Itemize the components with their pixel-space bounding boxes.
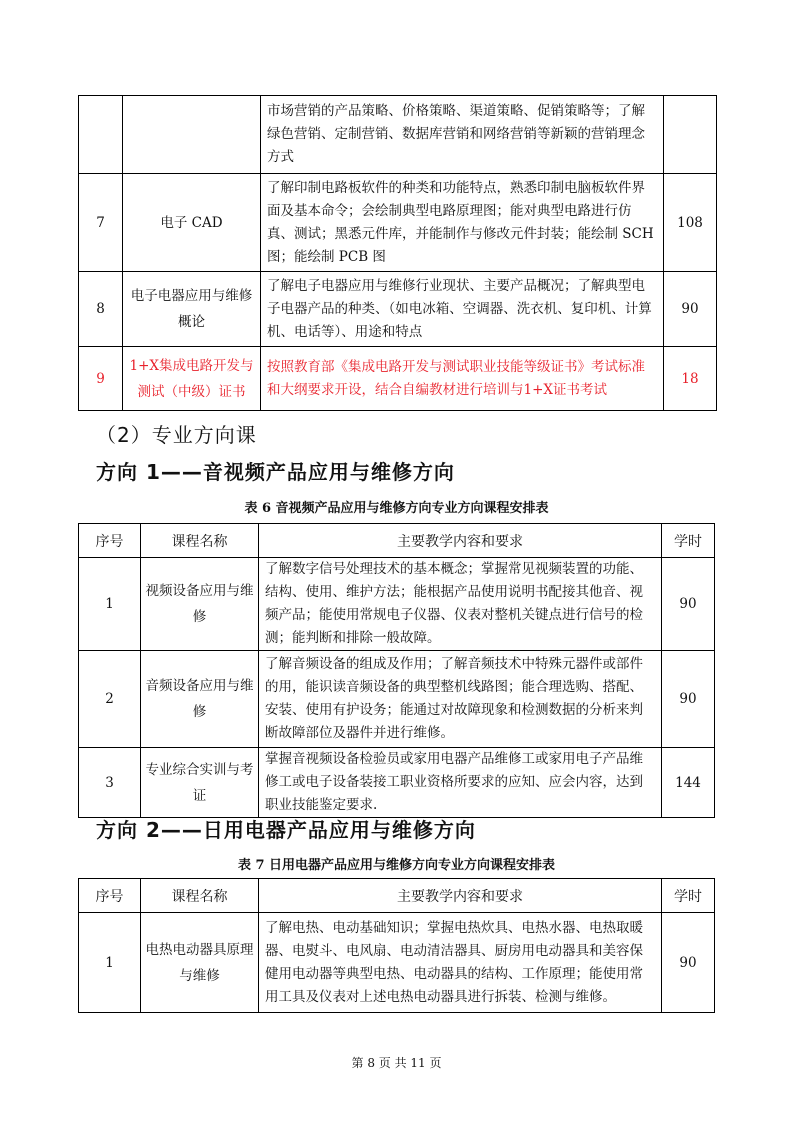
table-row xyxy=(79,347,717,411)
header-course-name: 课程名称 xyxy=(141,524,259,558)
course-content: 市场营销的产品策略、价格策略、渠道策略、促销策略等；了解绿色营销、定制营销、数据库营销和网络营销等新颖的营销理念方式 xyxy=(261,96,664,174)
row-number: 2 xyxy=(79,651,141,748)
header-number: 序号 xyxy=(79,879,141,913)
course-hours: 108 xyxy=(664,174,717,272)
row-number: 1 xyxy=(79,558,141,651)
course-hours: 90 xyxy=(664,272,717,347)
course-content: 掌握音视频设备检验员或家用电器产品维修工或家用电子产品维修工或电子设备装接工职业资格所要求的应知、应会内容，达到职业技能鉴定要求. xyxy=(259,748,662,818)
header-hours: 学时 xyxy=(662,879,715,913)
row-number: 1 xyxy=(79,913,141,1013)
table-row xyxy=(79,651,715,748)
course-name: 音频设备应用与维修 xyxy=(141,651,259,748)
header-content: 主要教学内容和要求 xyxy=(259,524,662,558)
course-hours: 90 xyxy=(662,558,715,651)
course-content: 了解电子电器应用与维修行业现状、主要产品概况；了解典型电子电器产品的种类、（如电冰箱、空调器、洗衣机、复印机、计算机、电话等）、用途和特点 xyxy=(261,272,664,347)
row-number xyxy=(79,96,123,174)
row-number: 7 xyxy=(79,174,123,272)
course-content: 了解音频设备的组成及作用；了解音频技术中特殊元器件或部件的用，能识读音频设备的典型整机线路图；能合理选购、搭配、安装、使用有护设务；能通过对故障现象和检测数据的分析来判断故障部位及器件并进行维修。 xyxy=(259,651,662,748)
course-hours: 90 xyxy=(662,651,715,748)
table-7-caption: 表 7 日用电器产品应用与维修方向专业方向课程安排表 xyxy=(237,858,556,873)
table-row xyxy=(79,272,717,347)
course-content: 按照教育部《集成电路开发与测试职业技能等级证书》考试标准和大纲要求开设，结合自编教材进行培训与1+X证书考试 xyxy=(261,347,664,411)
course-hours xyxy=(664,96,717,174)
header-number: 序号 xyxy=(79,524,141,558)
row-number: 3 xyxy=(79,748,141,818)
course-table-continued xyxy=(78,95,717,411)
course-content: 了解数字信号处理技术的基本概念；掌握常见视频装置的功能、结构、使用、维护方法；能根据产品使用说明书配接其他音、视频产品；能使用常规电子仪器、仪表对整机关键点进行信号的检测；能判断和排除一般故障。 xyxy=(259,558,662,651)
course-name: 电热电动器具原理与维修 xyxy=(141,913,259,1013)
header-content: 主要教学内容和要求 xyxy=(259,879,662,913)
course-name xyxy=(123,96,261,174)
table-row xyxy=(79,174,717,272)
row-number: 8 xyxy=(79,272,123,347)
table-row xyxy=(79,558,715,651)
course-name: 视频设备应用与维修 xyxy=(141,558,259,651)
table-6 xyxy=(78,523,715,818)
header-hours: 学时 xyxy=(662,524,715,558)
direction-1-heading: 方向 1——音视频产品应用与维修方向 xyxy=(96,460,455,484)
course-hours: 18 xyxy=(664,347,717,411)
direction-2-heading: 方向 2——日用电器产品应用与维修方向 xyxy=(96,818,476,842)
course-name: 电子 CAD xyxy=(123,174,261,272)
section-heading: （2）专业方向课 xyxy=(96,423,257,447)
course-hours: 144 xyxy=(662,748,715,818)
course-name: 电子电器应用与维修概论 xyxy=(123,272,261,347)
table-header-row xyxy=(79,879,715,913)
table-row xyxy=(79,96,717,174)
table-header-row xyxy=(79,524,715,558)
table-row xyxy=(79,913,715,1013)
table-6-caption: 表 6 音视频产品应用与维修方向专业方向课程安排表 xyxy=(244,501,549,516)
course-name: 1+X集成电路开发与测试（中级）证书 xyxy=(123,347,261,411)
course-content: 了解印制电路板软件的种类和功能特点，熟悉印制电脑板软件界面及基本命令；会绘制典型电路原理图；能对典型电路进行仿真、测试；黑悉元件库，并能制作与修改元件封装；能绘制 SCH 图；能绘制 PCB 图 xyxy=(261,174,664,272)
course-content: 了解电热、电动基础知识；掌握电热炊具、电热水器、电热取暖器、电熨斗、电风扇、电动清洁器具、厨房用电动器具和美容保健用电动器等典型电热、电动器具的结构、工作原理；能使用常用工具及仪表对上述电热电动器具进行拆装、检测与维修。 xyxy=(259,913,662,1013)
course-name: 专业综合实训与考证 xyxy=(141,748,259,818)
table-7 xyxy=(78,878,715,1013)
header-course-name: 课程名称 xyxy=(141,879,259,913)
course-hours: 90 xyxy=(662,913,715,1013)
table-row xyxy=(79,748,715,818)
page-footer: 第 8 页 共 11 页 xyxy=(351,1056,442,1070)
row-number: 9 xyxy=(79,347,123,411)
